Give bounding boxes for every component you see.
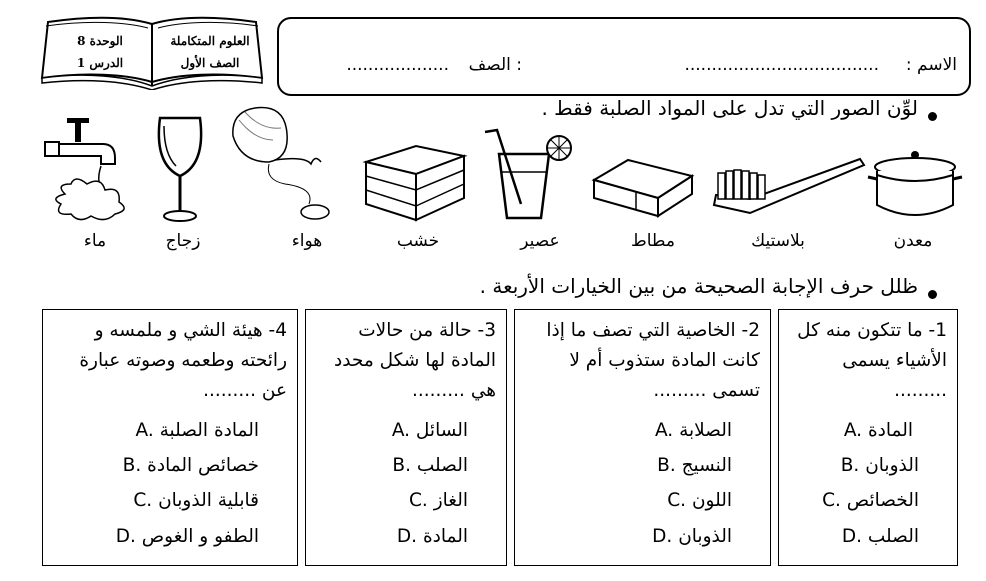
label-water: ماء: [83, 231, 107, 251]
class-label: الصف :: [468, 55, 522, 75]
book-unit: الوحدة 8: [77, 34, 123, 48]
question-text: 4- هيئة الشي و ملمسه و رائحته وطعمه وصوته عبارة عن .........: [79, 320, 287, 401]
option-d[interactable]: D. الذوبان: [652, 526, 732, 547]
juice-glass-icon[interactable]: [470, 122, 580, 224]
class-dots[interactable]: ...................: [346, 55, 449, 75]
option-a[interactable]: A. الصلابة: [654, 420, 732, 441]
wooden-crate-icon[interactable]: [360, 138, 470, 224]
option-b[interactable]: B. النسيج: [657, 455, 732, 476]
book-logo: [30, 10, 274, 90]
book-subject: العلوم المتكاملة: [170, 34, 250, 48]
question-text: 3- حالة من حالات المادة لها شكل محدد هي .........: [333, 320, 496, 401]
section2-instruction: ظلل حرف الإجابة الصحيحة من بين الخيارات الأربعة .: [479, 274, 918, 298]
label-wood: خشب: [396, 231, 440, 251]
option-d[interactable]: D. الطفو و الغوص: [115, 526, 259, 547]
pot-icon[interactable]: [860, 135, 970, 225]
label-rubber: مطاط: [631, 231, 675, 251]
label-plastic: بلاستيك: [751, 231, 805, 251]
question-text: 1- ما تتكون منه كل الأشياء يسمى .........: [797, 320, 947, 401]
option-d[interactable]: D. الصلب: [841, 526, 919, 547]
name-field[interactable]: [906, 55, 957, 75]
label-air: هواء: [291, 231, 323, 251]
label-metal: معدن: [893, 231, 933, 251]
option-a[interactable]: A. المادة الصلبة: [135, 420, 259, 441]
eraser-icon[interactable]: [585, 148, 700, 220]
option-c[interactable]: C. الغاز: [409, 490, 468, 511]
question-box-3: [305, 309, 507, 566]
wine-glass-icon[interactable]: [140, 112, 220, 224]
option-c[interactable]: C. قابلية الذوبان: [133, 490, 259, 511]
option-c[interactable]: C. الخصائص: [822, 490, 919, 511]
question-text: 2- الخاصية التي تصف ما إذا كانت المادة ستذوب أم لا تسمى .........: [546, 320, 760, 401]
option-d[interactable]: D. المادة: [396, 526, 468, 547]
question-box-1: [778, 309, 958, 566]
balloon-icon[interactable]: [225, 98, 345, 224]
name-label: الاسم :: [905, 55, 957, 75]
question-box-4: [42, 309, 298, 566]
question-box-2: [514, 309, 771, 566]
label-juice: عصير: [520, 231, 560, 251]
bullet-icon: [928, 290, 937, 299]
option-c[interactable]: C. اللون: [667, 490, 732, 511]
student-info-box: [277, 17, 971, 96]
option-b[interactable]: B. الصلب: [392, 455, 468, 476]
option-b[interactable]: B. الذوبان: [840, 455, 919, 476]
section1-instruction: لوِّن الصور التي تدل على المواد الصلبة فقط .: [541, 96, 918, 120]
book-lesson: الدرس 1: [76, 56, 124, 70]
toothbrush-icon[interactable]: [710, 145, 870, 225]
option-a[interactable]: A. السائل: [391, 420, 468, 441]
option-b[interactable]: B. خصائص المادة: [122, 455, 259, 476]
bullet-icon: [928, 112, 937, 121]
option-a[interactable]: A. المادة: [843, 420, 913, 441]
book-grade: الصف الأول: [180, 56, 240, 70]
name-dots[interactable]: ....................................: [684, 55, 879, 75]
label-glass: زجاج: [165, 231, 201, 251]
water-tap-icon[interactable]: [35, 112, 135, 224]
